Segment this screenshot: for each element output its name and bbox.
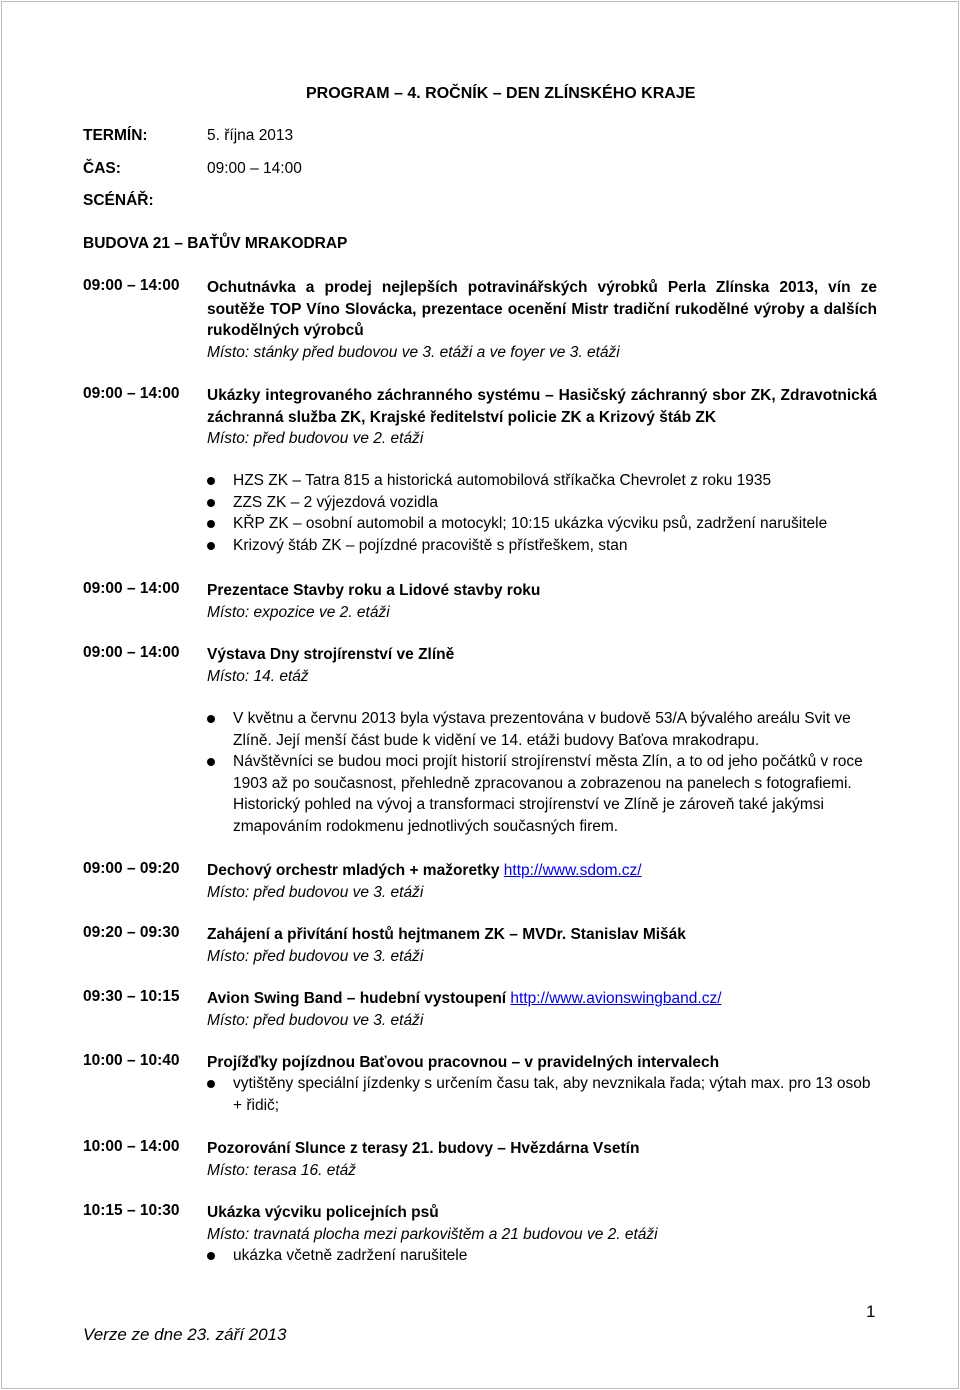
bullet-icon xyxy=(207,477,215,485)
bullet-list xyxy=(207,1073,877,1116)
program-item xyxy=(207,924,877,967)
list-item: V květnu a červnu 2013 byla výstava prezentována v budově 53/A bývalého areálu Svit ve Zlíně. Její menší část bude k vidění ve 14. etáži budovy Baťova mrakodrapu. xyxy=(207,708,877,751)
item-place: Místo: 14. etáž xyxy=(207,667,309,685)
program-item xyxy=(207,644,877,687)
bullet-icon xyxy=(207,520,215,528)
item-link[interactable]: http://www.sdom.cz/ xyxy=(503,862,642,879)
program-item xyxy=(207,1052,877,1074)
item-time: 09:00 – 09:20 xyxy=(83,860,180,877)
item-place: Místo: před budovou ve 3. etáži xyxy=(207,883,424,901)
page-number: 1 xyxy=(866,1302,876,1321)
list-item: vytištěny speciální jízdenky s určením času tak, aby nevznikala řada; výtah max. pro 13 osob + řidič; xyxy=(207,1073,877,1116)
item-title: Ochutnávka a prodej nejlepších potravinářských výrobků Perla Zlínska 2013, vín ze soutěže TOP Víno Slovácka, prezentace ocenění Mistr tradiční rukodělné výroby a dalších rukodělných výrobců xyxy=(207,279,877,339)
item-link[interactable]: http://www.avionswingband.cz/ xyxy=(510,990,722,1007)
cas-value: 09:00 – 14:00 xyxy=(207,160,302,177)
program-item xyxy=(207,580,877,623)
bullet-icon xyxy=(207,499,215,507)
program-item xyxy=(207,988,877,1031)
item-time: 09:30 – 10:15 xyxy=(83,988,180,1005)
scenar-label: SCÉNÁŘ: xyxy=(83,192,154,209)
list-item: ZZS ZK – 2 výjezdová vozidla xyxy=(207,492,877,514)
termin-label: TERMÍN: xyxy=(83,127,148,144)
cas-label: ČAS: xyxy=(83,160,121,177)
item-place: Místo: expozice ve 2. etáži xyxy=(207,603,390,621)
item-time: 09:00 – 14:00 xyxy=(83,277,180,294)
list-item: Krizový štáb ZK – pojízdné pracoviště s přístřeškem, stan xyxy=(207,535,877,557)
program-item xyxy=(207,860,877,903)
item-title: Ukázky integrovaného záchranného systému – Hasičský záchranný sbor ZK, Zdravotnická záchranná služba ZK, Krajské ředitelství policie ZK a Krizový štáb ZK xyxy=(207,387,877,426)
item-time: 10:00 – 14:00 xyxy=(83,1138,180,1155)
section-heading: BUDOVA 21 – BAŤŮV MRAKODRAP xyxy=(83,235,348,252)
item-place: Místo: před budovou ve 3. etáži xyxy=(207,1011,424,1029)
item-time: 09:00 – 14:00 xyxy=(83,580,180,597)
item-place: Místo: před budovou ve 2. etáži xyxy=(207,430,424,447)
item-title: Pozorování Slunce z terasy 21. budovy – Hvězdárna Vsetín xyxy=(207,1140,640,1157)
item-title: Zahájení a přivítání hostů hejtmanem ZK – MVDr. Stanislav Mišák xyxy=(207,926,686,943)
version-footer: Verze ze dne 23. září 2013 xyxy=(83,1325,287,1344)
list-item: HZS ZK – Tatra 815 a historická automobilová stříkačka Chevrolet z roku 1935 xyxy=(207,470,877,492)
item-place: Místo: před budovou ve 3. etáži xyxy=(207,947,424,965)
item-title: Dechový orchestr mladých + mažoretky xyxy=(207,862,500,879)
item-place: Místo: travnatá plocha mezi parkovištěm a 21 budovou ve 2. etáži xyxy=(207,1225,658,1243)
bullet-icon xyxy=(207,542,215,550)
item-time: 10:15 – 10:30 xyxy=(83,1202,180,1219)
bullet-list xyxy=(207,1245,877,1267)
item-title: Ukázka výcviku policejních psů xyxy=(207,1204,439,1221)
bullet-icon xyxy=(207,1080,215,1088)
program-item xyxy=(207,385,877,450)
bullet-icon xyxy=(207,1252,215,1260)
item-time: 10:00 – 10:40 xyxy=(83,1052,180,1069)
list-item: ukázka včetně zadržení narušitele xyxy=(207,1245,877,1267)
item-time: 09:20 – 09:30 xyxy=(83,924,180,941)
program-item xyxy=(207,277,877,363)
list-item: KŘP ZK – osobní automobil a motocykl; 10:15 ukázka výcviku psů, zadržení narušitele xyxy=(207,513,877,535)
bullet-list xyxy=(207,708,877,837)
item-time: 09:00 – 14:00 xyxy=(83,644,180,661)
item-title: Prezentace Stavby roku a Lidové stavby roku xyxy=(207,582,541,599)
item-place: Místo: terasa 16. etáž xyxy=(207,1161,357,1179)
document-title: PROGRAM – 4. ROČNÍK – DEN ZLÍNSKÉHO KRAJE xyxy=(306,85,696,102)
program-item xyxy=(207,1138,877,1181)
item-title: Projížďky pojízdnou Baťovou pracovnou – v pravidelných intervalech xyxy=(207,1054,720,1071)
termin-value: 5. října 2013 xyxy=(207,127,294,144)
item-time: 09:00 – 14:00 xyxy=(83,385,180,402)
bullet-icon xyxy=(207,715,215,723)
program-item xyxy=(207,1202,877,1245)
bullet-icon xyxy=(207,758,215,766)
list-item: Návštěvníci se budou moci projít historií strojírenství města Zlín, a to od jeho počátků v roce 1903 až po současnost, přehledně zpracovanou a zobrazenou na panelech s fotografiemi. Historický pohled na vývoj a transformaci strojírenství ve Zlíně je zároveň také jakýmsi zmapováním rodokmenu jednotlivých současných firem. xyxy=(207,751,877,837)
item-title: Avion Swing Band – hudební vystoupení xyxy=(207,990,507,1007)
bullet-list xyxy=(207,470,877,556)
item-title: Výstava Dny strojírenství ve Zlíně xyxy=(207,646,455,663)
item-place: Místo: stánky před budovou ve 3. etáži a ve foyer ve 3. etáži xyxy=(207,343,620,361)
